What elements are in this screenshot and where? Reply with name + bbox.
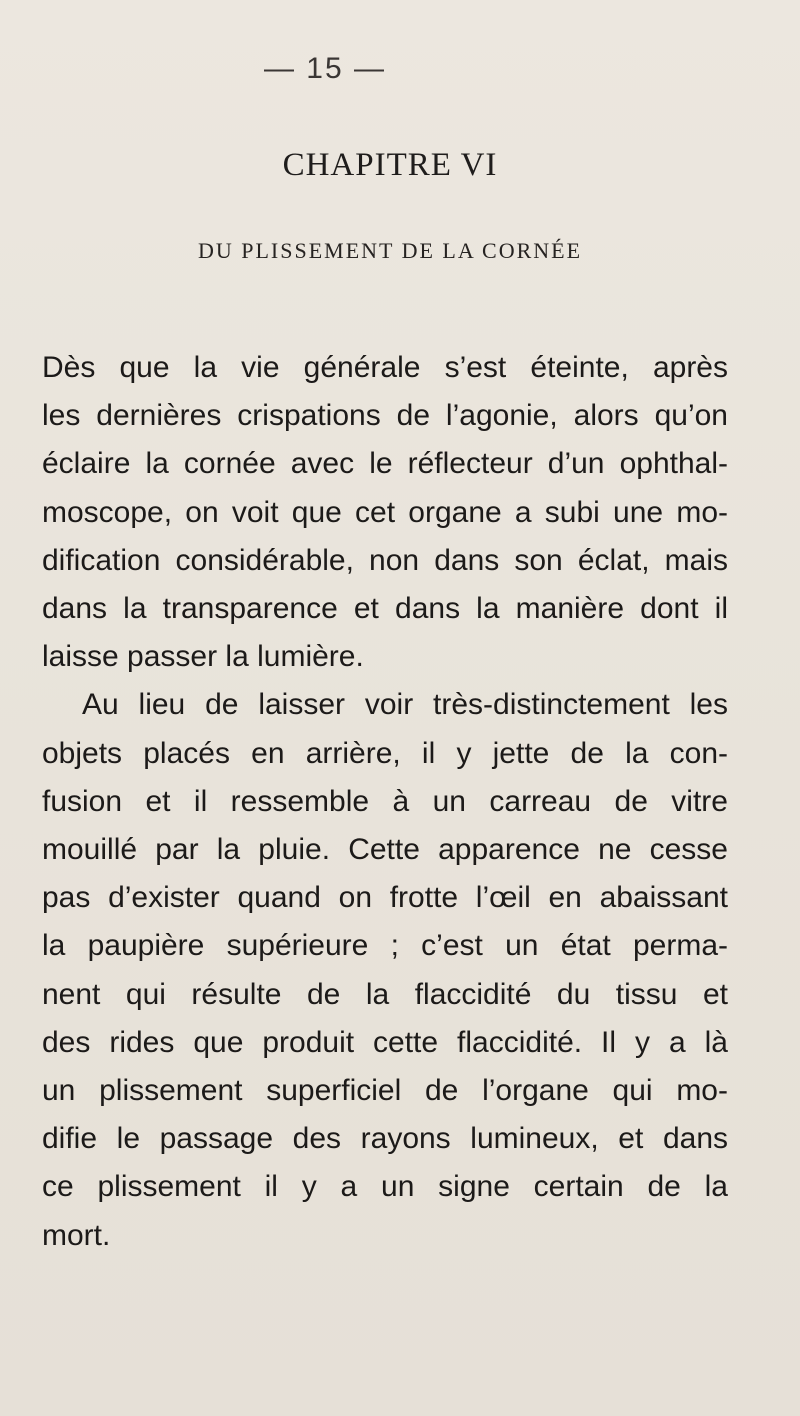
text-line: mouillé par la pluie. Cette apparence ne cesse <box>42 833 728 867</box>
text-line: un plissement superficiel de l’organe qui mo- <box>42 1074 728 1108</box>
text-line: mort. <box>42 1218 111 1252</box>
page-number: — 15 — <box>263 52 387 85</box>
text-line: objets placés en arrière, il y jette de la con- <box>42 736 728 770</box>
text-line: éclaire la cornée avec le réflecteur d’un ophthal- <box>42 447 728 481</box>
text-line: dans la transparence et dans la manière dont il <box>42 592 728 626</box>
text-line: Au lieu de laisser voir très-distinctement les <box>82 688 728 722</box>
text-line: laisse passer la lumière. <box>42 640 364 674</box>
text-line: pas d’exister quand on frotte l’œil en abaissant <box>42 881 728 915</box>
text-line: moscope, on voit que cet organe a subi une mo- <box>42 495 728 529</box>
text-line: ce plissement il y a un signe certain de la <box>42 1170 728 1204</box>
text-line: des rides que produit cette flaccidité. Il y a là <box>42 1025 728 1059</box>
text-line: difie le passage des rayons lumineux, et dans <box>42 1122 728 1156</box>
text-line: la paupière supérieure ; c’est un état perma- <box>42 929 728 963</box>
section-title: DU PLISSEMENT DE LA CORNÉE <box>197 238 583 263</box>
text-line: les dernières crispations de l’agonie, alors qu’on <box>42 399 728 433</box>
text-line: Dès que la vie générale s’est éteinte, après <box>42 351 728 384</box>
text-line: dification considérable, non dans son éclat, mais <box>42 543 728 577</box>
body-text <box>42 344 728 1260</box>
chapter-title: CHAPITRE VI <box>282 147 498 183</box>
text-line: fusion et il ressemble à un carreau de vitre <box>42 784 728 818</box>
text-line: nent qui résulte de la flaccidité du tissu et <box>42 977 728 1011</box>
